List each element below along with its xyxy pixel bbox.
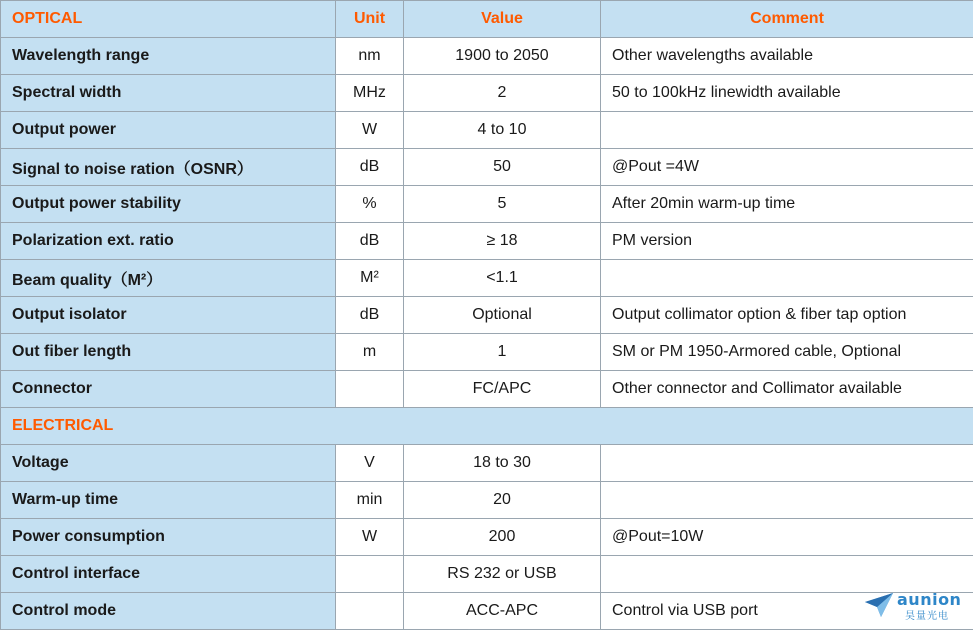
comment-cell: After 20min warm-up time [601,186,973,223]
comment-cell: @Pout =4W [601,149,973,186]
param-cell: Output power stability [1,186,336,223]
header-unit: Unit [336,1,404,38]
comment-cell [601,445,973,482]
brand-name: aunion [897,590,961,609]
comment-cell [601,556,973,593]
unit-cell: dB [336,297,404,334]
value-cell: 2 [404,75,601,112]
table-row [1,75,973,112]
param-cell: Control interface [1,556,336,593]
table-header-row [1,1,973,38]
param-cell: Control mode [1,593,336,630]
unit-cell [336,371,404,408]
value-cell: 200 [404,519,601,556]
header-comment: Comment [601,1,973,38]
comment-cell [601,112,973,149]
header-value: Value [404,1,601,38]
param-cell: Signal to noise ration（OSNR） [1,149,336,186]
unit-cell: M² [336,260,404,297]
table-row [1,260,973,297]
param-cell: Polarization ext. ratio [1,223,336,260]
param-cell: Power consumption [1,519,336,556]
param-cell: Warm-up time [1,482,336,519]
comment-cell: Other connector and Collimator available [601,371,973,408]
unit-cell: W [336,112,404,149]
value-cell: 1 [404,334,601,371]
value-cell: 18 to 30 [404,445,601,482]
value-cell: Optional [404,297,601,334]
unit-cell [336,556,404,593]
value-cell: 1900 to 2050 [404,38,601,75]
value-cell: 4 to 10 [404,112,601,149]
value-cell: 20 [404,482,601,519]
value-cell: ≥ 18 [404,223,601,260]
value-cell: RS 232 or USB [404,556,601,593]
unit-cell: % [336,186,404,223]
unit-cell: MHz [336,75,404,112]
header-optical: OPTICAL [1,1,336,38]
comment-cell [601,260,973,297]
table-row [1,223,973,260]
table-row [1,445,973,482]
value-cell: ACC-APC [404,593,601,630]
paper-plane-logo-icon [864,592,894,618]
comment-cell: Control via USB port [601,593,973,630]
table-row [1,556,973,593]
comment-cell: Other wavelengths available [601,38,973,75]
param-cell: Spectral width [1,75,336,112]
table-row [1,297,973,334]
table-row [1,519,973,556]
value-cell: 50 [404,149,601,186]
section-row-electrical [1,408,973,445]
param-cell: Beam quality（M²） [1,260,336,297]
table-row [1,38,973,75]
unit-cell: dB [336,223,404,260]
unit-cell: nm [336,38,404,75]
value-cell: FC/APC [404,371,601,408]
table-row [1,334,973,371]
comment-cell: PM version [601,223,973,260]
table-row [1,112,973,149]
value-cell: 5 [404,186,601,223]
section-title-electrical: ELECTRICAL [1,408,973,445]
param-cell: Output power [1,112,336,149]
table-row [1,482,973,519]
param-cell: Output isolator [1,297,336,334]
comment-cell [601,482,973,519]
table-row [1,371,973,408]
comment-cell: SM or PM 1950-Armored cable, Optional [601,334,973,371]
param-cell: Out fiber length [1,334,336,371]
comment-cell: Output collimator option & fiber tap option [601,297,973,334]
value-cell: <1.1 [404,260,601,297]
table-row [1,593,973,630]
table-row [1,186,973,223]
param-cell: Connector [1,371,336,408]
unit-cell: m [336,334,404,371]
unit-cell: dB [336,149,404,186]
table-row [1,149,973,186]
param-cell: Voltage [1,445,336,482]
unit-cell: min [336,482,404,519]
unit-cell: V [336,445,404,482]
brand-logo [864,590,968,624]
comment-cell: @Pout=10W [601,519,973,556]
brand-name-cn: 昊量光电 [905,607,949,622]
comment-cell: 50 to 100kHz linewidth available [601,75,973,112]
unit-cell [336,593,404,630]
unit-cell: W [336,519,404,556]
param-cell: Wavelength range [1,38,336,75]
